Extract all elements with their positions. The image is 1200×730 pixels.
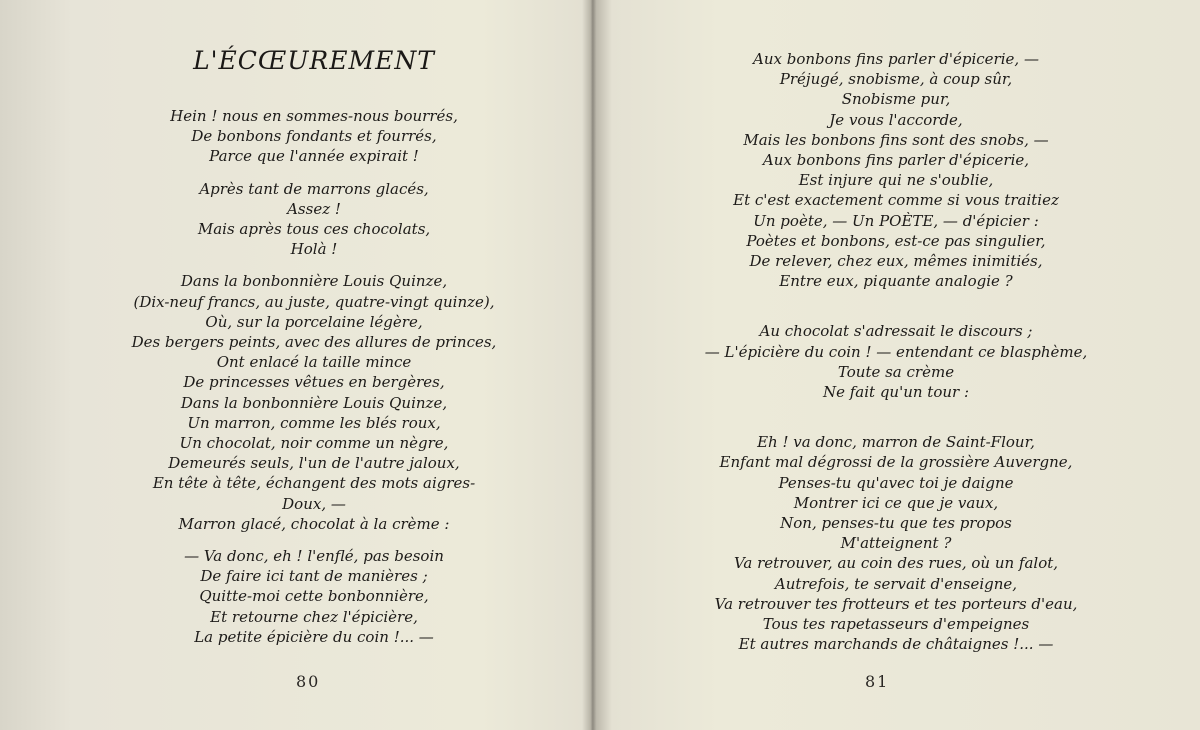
poem-line: Holà ! [290, 240, 338, 259]
poem-line: Un marron, comme les blés roux, [187, 413, 441, 432]
poem-line: Penses-tu qu'avec toi je daigne [778, 473, 1014, 492]
poem-line: Poètes et bonbons, est-ce pas singulier, [746, 231, 1046, 250]
poem-line: Tous tes rapetasseurs d'empeignes [762, 615, 1030, 634]
poem-line: Où, sur la porcelaine légère, [205, 312, 423, 331]
poem-line: En tête à tête, échangent des mots aigres- [152, 474, 476, 493]
stanza-gap [40, 167, 588, 179]
stanza-gap [592, 402, 1200, 432]
poem-line: Demeurés seuls, l'un de l'autre jaloux, [168, 454, 460, 473]
poem-line: Est injure qui ne s'oublie, [798, 171, 994, 190]
poem-line: Mais les bonbons fins sont des snobs, — [743, 130, 1049, 149]
poem-line: Enfant mal dégrossi de la grossière Auvergne, [719, 453, 1073, 472]
poem-line: Non, penses-tu que tes propos [780, 514, 1012, 533]
poem-line: Après tant de marrons glacés, [199, 179, 429, 198]
poem-line: Quitte-moi cette bonbonnière, [199, 587, 429, 606]
poem-line: Va retrouver, au coin des rues, où un falot, [733, 554, 1059, 573]
poem-line: Snobisme pur, [841, 90, 951, 109]
poem-line: Au chocolat s'adressait le discours ; [759, 322, 1033, 341]
poem-line: Et retourne chez l'épicière, [210, 607, 418, 626]
poem-line: Montrer ici ce que je vaux, [793, 493, 999, 512]
poem-line: La petite épicière du coin !... — [194, 627, 434, 646]
poem-title: L'ÉCŒUREMENT [193, 46, 435, 75]
poem-line: De princesses vêtues en bergères, [183, 373, 445, 392]
poem-line: Hein ! nous en sommes-nous bourrés, [170, 107, 458, 125]
page-number-right: 81 [865, 672, 890, 691]
poem-line: Dans la bonbonnière Louis Quinze, [180, 393, 448, 412]
poem-line: Je vous l'accorde, [829, 110, 963, 129]
poem-line: Aux bonbons fins parler d'épicerie, [762, 151, 1030, 170]
stanza-gap [40, 534, 588, 546]
stanza-gap [592, 291, 1200, 321]
left-page [0, 0, 588, 730]
poem-line: Doux, — [282, 494, 346, 513]
right-page [592, 0, 1200, 730]
poem-line: Aux bonbons fins parler d'épicerie, — [753, 50, 1039, 68]
poem-line: Parce que l'année expirait ! [209, 147, 419, 166]
poem-line: M'atteignent ? [840, 534, 952, 553]
poem-line: Toute sa crème [837, 362, 955, 381]
poem-line: De bonbons fondants et fourrés, [191, 127, 437, 146]
poem-line: Eh ! va donc, marron de Saint-Flour, [757, 433, 1035, 452]
poem-line: — L'épicière du coin ! — entendant ce blasphème, [704, 342, 1088, 361]
poem-line: De faire ici tant de manières ; [200, 567, 428, 586]
poem-line: Un chocolat, noir comme un nègre, [179, 434, 449, 453]
poem-line: Et autres marchands de châtaignes !... — [738, 635, 1054, 654]
poem-line: Entre eux, piquante analogie ? [779, 272, 1013, 291]
poem-line: (Dix-neuf francs, au juste, quatre-vingt quinze), [133, 292, 495, 311]
poem-line: Ne fait qu'un tour : [822, 383, 970, 402]
poem-line: Marron glacé, chocolat à la crème : [178, 514, 450, 533]
poem-line: De relever, chez eux, mêmes inimitiés, [749, 252, 1043, 271]
page-number-left: 80 [296, 672, 321, 691]
poem-line: Un poète, — Un POÈTE, — d'épicier : [753, 211, 1039, 230]
stanza-gap [40, 259, 588, 271]
poem-line: Assez ! [287, 199, 341, 218]
poem-line: — Va donc, eh ! l'enflé, pas besoin [184, 547, 444, 566]
poem-line: Dans la bonbonnière Louis Quinze, [180, 272, 448, 291]
poem-line: Et c'est exactement comme si vous traitiez [733, 191, 1059, 210]
poem-line: Ont enlacé la taille mince [216, 353, 412, 372]
poem-line: Préjugé, snobisme, à coup sûr, [779, 70, 1013, 89]
right-poem [592, 49, 1200, 654]
left-poem [0, 106, 588, 647]
poem-line: Va retrouver tes frotteurs et tes porteurs d'eau, [714, 594, 1078, 613]
poem-line: Autrefois, te servait d'enseigne, [774, 574, 1018, 593]
poem-line: Mais après tous ces chocolats, [197, 220, 431, 239]
poem-line: Des bergers peints, avec des allures de princes, [131, 333, 497, 352]
